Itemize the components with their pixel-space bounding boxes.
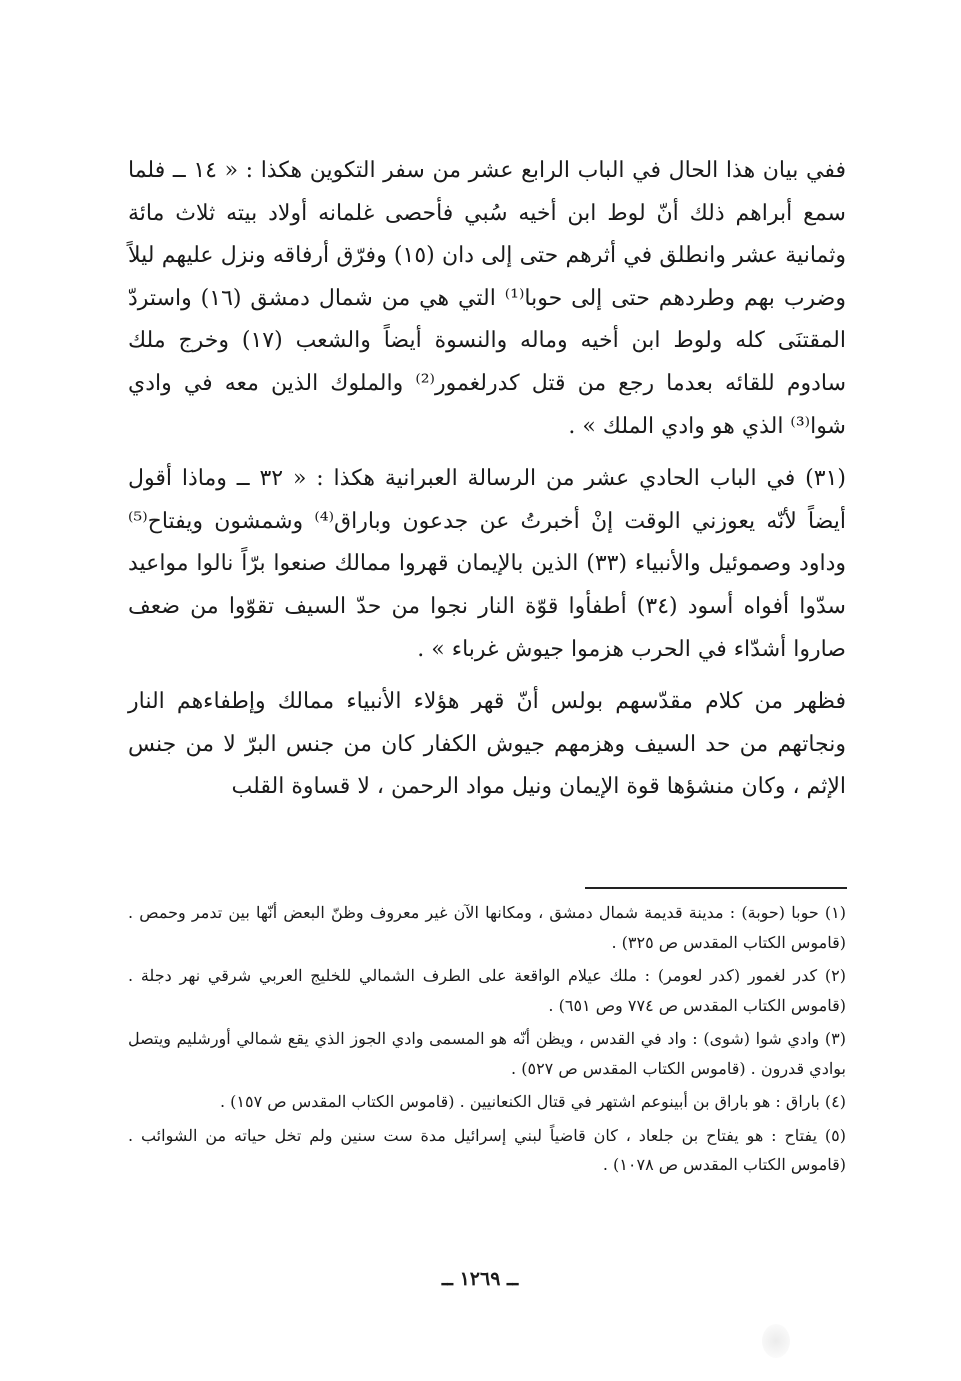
paper-smudge — [762, 1324, 790, 1358]
footnotes — [128, 898, 846, 1184]
paragraph-genesis-quote: ففي بيان هذا الحال في الباب الرابع عشر من سفر التكوين هكذا : « ١٤ ــ فلما سمع أبراهم ذلك أنّ لوط ابن أخيه سُبي فأحصى غلمانه أولاد بيته ثلاث مائة وثمانية عشر وانطلق في أثرهم حتى إلى دان (١٥) وفرّق أرفاقه ونزل عليهم ليلاً وضرب بهم وطردهم حتى إلى حوبا⁽¹⁾ التي هي من شمال دمشق (١٦) واستردّ المقتنَى كله ولوط ابن أخيه وماله والنسوة أيضاً والشعب (١٧) وخرج ملك سادوم للقائه بعدما رجع من قتل كدرلغمور⁽²⁾ والملوك الذين معه في وادي شوا⁽³⁾ الذي هو وادي الملك » . — [128, 158, 846, 439]
footnote-1: (١) حوبا (حوبة) : مدينة قديمة شمال دمشق ، ومكانها الآن غير معروف وظنّ البعض أنّها بين تدمر وحمص . (قاموس الكتاب المقدس ص ٣٢٥) . — [128, 903, 847, 952]
main-text — [128, 150, 846, 809]
paragraph-commentary: فظهر من كلام مقدّسهم بولس أنّ قهر هؤلاء الأنبياء ممالك وإطفاءهم النار ونجاتهم من حد السيف وهزمهم جيوش الكفار كان من جنس البرّ لا من جنس الإثم ، وكان منشؤها قوة الإيمان ونيل مواد الرحمن ، لا قساوة القلب — [128, 689, 846, 800]
paragraph-hebrews-quote: (٣١) في الباب الحادي عشر من الرسالة العبرانية هكذا : « ٣٢ ــ وماذا أقول أيضاً لأنّه يعوزني الوقت إنْ أخبرتُ عن جدعون وباراق⁽⁴⁾ وشمشون ويفتاح⁽⁵⁾ وداود وصموئيل والأنبياء (٣٣) الذين بالإيمان قهروا ممالك صنعوا برّاً نالوا مواعيد سدّوا أفواه أسود (٣٤) أطفأوا قوّة النار نجوا من حدّ السيف تقوّوا من ضعف صاروا أشدّاء في الحرب هزموا جيوش غرباء » . — [128, 466, 846, 662]
footnote-separator — [585, 887, 847, 889]
footnote-5: (٥) يفتاح : هو يفتاح بن جلعاد ، كان قاضياً لبني إسرائيل مدة ست سنين ولم تخل حياته من الشوائب . (قاموس الكتاب المقدس ص ١٠٧٨) . — [128, 1125, 846, 1174]
page-number: ــ ١٢٦٩ ــ — [441, 1268, 519, 1290]
footnote-2: (٢) كدر لغمور (كدر لعومر) : ملك عيلام الواقعة على الطرف الشمالي للخليج العربي شرقي نهر دجلة . (قاموس الكتاب المقدس ص ٧٧٤ وص ٦٥١) . — [128, 966, 846, 1015]
footnote-4: (٤) باراق : هو باراق بن أبينوعم اشتهر في قتال الكنعانيين . (قاموس الكتاب المقدس ص ١٥٧) . — [219, 1092, 846, 1111]
footnote-3: (٣) وادي شوا (شوى) : واد في القدس ، ويظن أنّه هو المسمى وادي الجوز الذي يقع شمالي أورشليم ويتصل بوادي قدرون . (قاموس الكتاب المقدس ص ٥٢٧) . — [128, 1029, 846, 1078]
